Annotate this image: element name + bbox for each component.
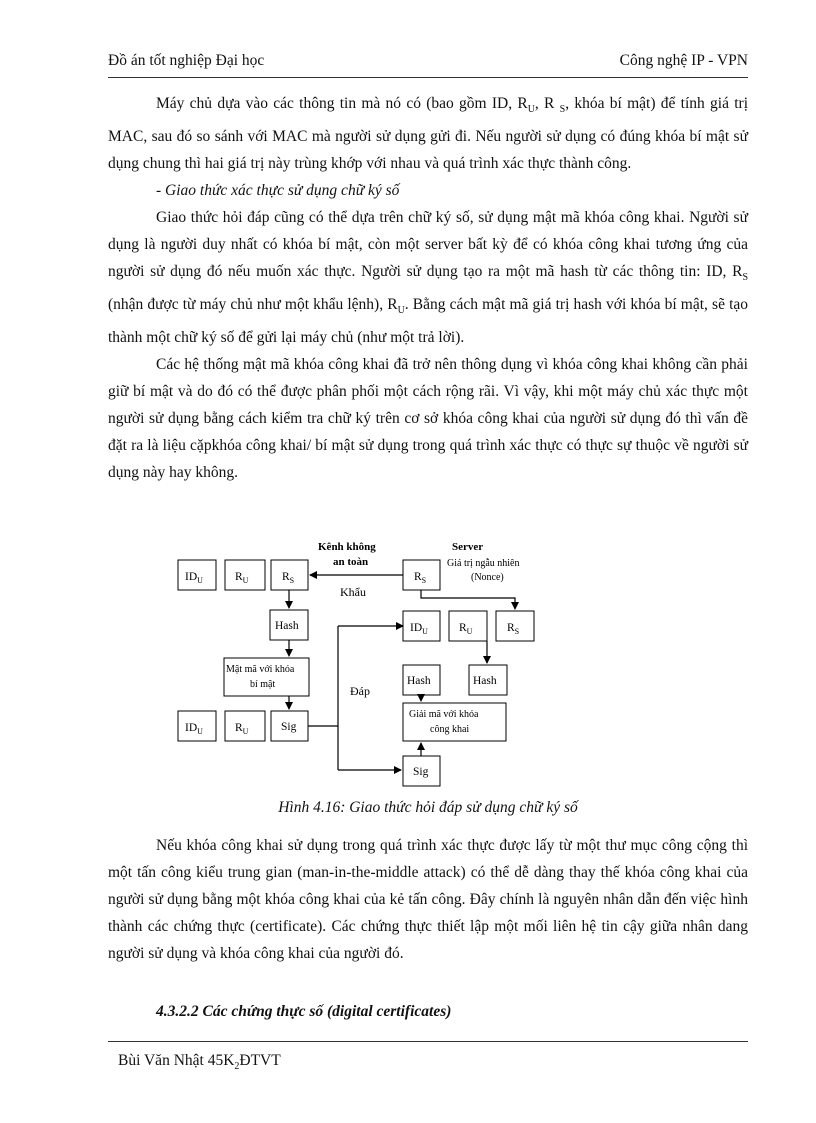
- body-text: [108, 90, 748, 486]
- paragraph-1: Máy chủ dựa vào các thông tin mà nó có (bao gồm ID, $R_U$, R $_S$, khóa bí mật) để tính giá trị MAC, sau đó so sánh với MAC mà người sử dụng gửi đi. Nếu người sử dụng có đúng khóa bí mật sử dụng chung thì hai giá trị này trùng khớp với nhau và quá trình xác thực thành công.: [108, 95, 749, 173]
- diagram-channel-label: Kênh không: [318, 541, 376, 553]
- sig-box-server: Sig: [413, 766, 429, 778]
- hash-box-client: Hash: [275, 620, 299, 632]
- r-s-box-server: $R_S$: [507, 622, 520, 636]
- encrypt-box-line-1: Mật mã với khóa: [226, 664, 295, 675]
- decrypt-box-line-1: Giải mã với khóa: [409, 709, 479, 720]
- id-u-box-server: $ID_U$: [410, 622, 428, 636]
- paragraph-4: Nếu khóa công khai sử dụng trong quá trình xác thực được lấy từ một thư mục công cộng thì một tấn công kiểu trung gian (man-in-the-middle attack) có thể dễ dàng thay thế khóa công khai của người sử dụng bằng một khóa công khai của kẻ tấn công. Đây chính là nguyên nhân dẫn đến việc hình thành các chứng thực (certificate). Các chứng thực thiết lập một mối liên hệ tin cậy giữa nhân dang người sử dụng và khóa công khai của người đó.: [108, 837, 748, 962]
- footer-author: Bùi Văn Nhật $45K_2ĐTVT$: [118, 1052, 281, 1073]
- diagram-channel-label-2: an toàn: [333, 556, 369, 568]
- diagram-dap-label: Đáp: [350, 684, 370, 698]
- protocol-diagram: [0, 538, 816, 798]
- section-heading: 4.3.2.2 Các chứng thực số (digital certificates): [156, 1003, 452, 1020]
- diagram-nonce-label: Giá trị ngẫu nhiên: [447, 558, 520, 569]
- r-s-box-1: $R_S$: [282, 571, 295, 585]
- r-s-server-box: $R_S$: [414, 571, 427, 585]
- header-left: Đồ án tốt nghiệp Đại học: [108, 52, 265, 69]
- encrypt-box-line-2: bí mật: [250, 679, 276, 690]
- figure-caption: Hình 4.16: Giao thức hỏi đáp sử dụng chữ ký số: [278, 799, 578, 816]
- r-u-box-1: $R_U$: [235, 571, 249, 585]
- header-right: Công nghệ IP - VPN: [619, 52, 748, 69]
- id-u-box-1: $ID_U$: [185, 571, 203, 585]
- paragraph-2: Giao thức hỏi đáp cũng có thể dựa trên chữ ký số, sử dụng mật mã khóa công khai. Người sử dụng là người duy nhất có khóa bí mật, còn một server bất kỳ để có khóa công khai tương ứng của người sử dụng đó nếu muốn xác thực. Người sử dụng tạo ra một mã hash từ các thông tin: ID, $R_S$ (nhận được từ máy chủ như một khẩu lệnh), $R_U$. Bằng cách mật mã giá trị hash với khóa bí mật, sẽ tạo thành một chữ ký số để gửi lại máy chủ (như một trả lời).: [108, 209, 749, 347]
- hash-box-server-1: Hash: [407, 675, 431, 687]
- subheading: - Giao thức xác thực sử dụng chữ ký số: [156, 182, 400, 200]
- id-u-box-2: $ID_U$: [185, 722, 203, 736]
- hash-box-server-2: Hash: [473, 675, 497, 687]
- decrypt-box-line-2: công khai: [430, 724, 470, 735]
- header-rule: [108, 77, 748, 78]
- r-u-box-2: $R_U$: [235, 722, 249, 736]
- diagram-khau-label: Khẩu: [340, 585, 366, 599]
- diagram-server-label: Server: [452, 541, 484, 553]
- sig-box-client: Sig: [281, 721, 297, 733]
- r-u-box-server: $R_U$: [459, 622, 473, 636]
- diagram-nonce-label-2: (Nonce): [471, 572, 504, 583]
- footer-rule: [108, 1041, 748, 1042]
- body-text-2: [108, 832, 748, 967]
- paragraph-3: Các hệ thống mật mã khóa công khai đã trở nên thông dụng vì khóa công khai không cần phải giữ bí mật và do đó có thể được phân phối một cách rộng rãi. Vì vậy, khi một máy chủ xác thực một người sử dụng bằng cách kiểm tra chữ ký trên cơ sở khóa công khai của người sử dụng đó thì vấn đề đặt ra là liệu cặpkhóa công khai/ bí mật sử dụng trong quá trình xác thực có thực sự thuộc về người sử dụng này hay không.: [108, 356, 748, 482]
